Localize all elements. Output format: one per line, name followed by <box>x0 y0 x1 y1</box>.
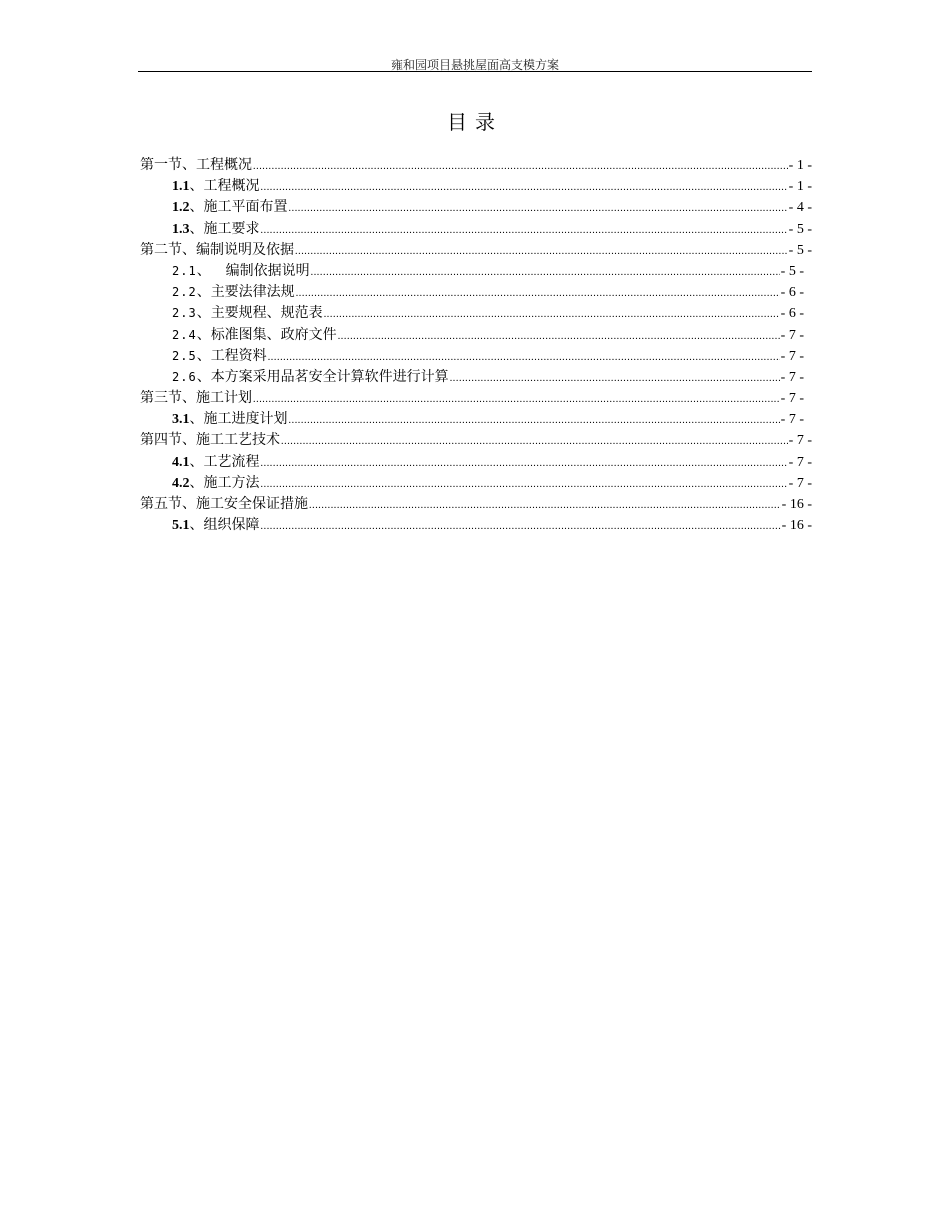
toc-entry-page-number: - 7 - <box>788 433 812 449</box>
toc-entry-separator: 、 <box>189 517 204 534</box>
toc-dot-leader <box>281 431 788 452</box>
toc-entry[interactable] <box>140 155 812 176</box>
toc-dot-leader <box>324 304 780 325</box>
toc-entry[interactable] <box>140 388 812 409</box>
toc-entry-title: 编制依据说明 <box>225 262 310 279</box>
toc-entry-separator: 、 <box>189 453 204 470</box>
toc-entry-title: 工艺流程 <box>203 453 260 470</box>
toc-entry[interactable] <box>140 325 812 346</box>
toc-entry-page-number: - 16 - <box>781 518 812 534</box>
toc-title: 目录 <box>447 110 503 134</box>
toc-entry-number: 2.5 <box>172 348 197 363</box>
toc-entry-page-number: - 7 - <box>788 454 812 470</box>
toc-dot-leader <box>268 347 780 368</box>
toc-entry-title: 主要规程、规范表 <box>210 305 323 322</box>
toc-entry-number: 3.1 <box>172 412 190 428</box>
toc-entry-title: 施工进度计划 <box>203 411 288 428</box>
toc-entry-number: 4.2 <box>172 475 190 491</box>
toc-dot-leader <box>261 220 788 241</box>
toc-entry-title: 组织保障 <box>203 517 260 534</box>
toc-entry-title: 施工方法 <box>203 474 260 491</box>
toc-entry[interactable] <box>140 303 812 324</box>
toc-entry-page-number: - 7 - <box>780 412 804 428</box>
toc-entry-number: 2.6 <box>172 369 197 384</box>
toc-dot-leader <box>253 156 788 177</box>
toc-entry[interactable] <box>140 240 812 261</box>
toc-entry[interactable] <box>140 219 812 240</box>
toc-entry-number: 2.3 <box>172 306 197 321</box>
toc-dot-leader <box>289 198 788 219</box>
toc-entry-separator: 、 <box>189 411 204 428</box>
toc-entry-page-number: - 7 - <box>780 327 804 343</box>
toc-entry-page-number: - 7 - <box>780 348 804 364</box>
toc-entry-page-number: - 7 - <box>780 391 804 407</box>
toc-dot-leader <box>261 516 781 537</box>
toc-dot-leader <box>295 241 788 262</box>
toc-entry-number: 2.2 <box>172 285 197 300</box>
toc-entry-title: 第四节、施工工艺技术 <box>140 432 280 449</box>
toc-entry-number: 4.1 <box>172 454 190 470</box>
toc-entry-separator: 、 <box>196 326 211 343</box>
running-header: 雍和园项目悬挑屋面高支模方案 <box>138 58 812 72</box>
toc-entry-title: 主要法律法规 <box>210 284 295 301</box>
toc-entry[interactable] <box>140 367 812 388</box>
toc-dot-leader <box>253 389 780 410</box>
toc-dot-leader <box>261 453 788 474</box>
toc-entry-separator: 、 <box>189 178 204 195</box>
toc-entry-page-number: - 7 - <box>780 369 804 385</box>
toc-dot-leader <box>296 283 780 304</box>
toc-entry-title: 本方案采用品茗安全计算软件进行计算 <box>210 368 449 385</box>
toc-entry[interactable] <box>140 197 812 218</box>
toc-entry-page-number: - 7 - <box>788 475 812 491</box>
toc-entry[interactable] <box>140 346 812 367</box>
toc-dot-leader <box>261 177 788 198</box>
toc-dot-leader <box>311 262 780 283</box>
toc-entry[interactable] <box>140 409 812 430</box>
toc-entry-number: 2.1 <box>172 263 197 278</box>
toc-entry-separator: 、 <box>196 262 211 279</box>
toc-entry-page-number: - 1 - <box>788 179 812 195</box>
toc-entry[interactable] <box>140 494 812 515</box>
toc-entry-page-number: - 5 - <box>780 263 804 279</box>
toc-entry[interactable] <box>140 515 812 536</box>
toc-entry[interactable] <box>140 473 812 494</box>
toc-entry-number: 1.2 <box>172 200 190 216</box>
toc-entry-separator: 、 <box>189 474 204 491</box>
toc-entry[interactable] <box>140 430 812 451</box>
toc-entry-title: 工程资料 <box>210 347 267 364</box>
toc-entry-title: 第三节、施工计划 <box>140 390 252 407</box>
toc-dot-leader <box>338 326 780 347</box>
toc-entry-separator: 、 <box>196 284 211 301</box>
toc-entry-number: 5.1 <box>172 518 190 534</box>
toc-entry[interactable] <box>140 452 812 473</box>
toc-entry-page-number: - 6 - <box>780 306 804 322</box>
toc-entry-page-number: - 4 - <box>788 200 812 216</box>
toc-entry[interactable] <box>140 261 812 282</box>
toc-entry-title: 施工要求 <box>203 220 260 237</box>
toc-entry-title: 第一节、工程概况 <box>140 157 252 173</box>
toc-entry[interactable] <box>140 282 812 303</box>
toc-entry-number: 1.1 <box>172 179 190 195</box>
table-of-contents <box>140 155 812 536</box>
toc-entry-separator: 、 <box>196 305 211 322</box>
toc-entry-page-number: - 1 - <box>788 158 812 173</box>
toc-entry-page-number: - 16 - <box>781 497 812 512</box>
toc-entry[interactable] <box>140 176 812 197</box>
toc-dot-leader <box>450 368 780 389</box>
toc-entry-number: 2.4 <box>172 327 197 342</box>
toc-dot-leader <box>289 410 780 431</box>
toc-entry-page-number: - 5 - <box>788 242 812 258</box>
toc-entry-separator: 、 <box>196 347 211 364</box>
toc-entry-separator: 、 <box>196 368 211 385</box>
toc-entry-page-number: - 5 - <box>788 221 812 237</box>
toc-entry-title: 第五节、施工安全保证措施 <box>140 496 308 512</box>
toc-entry-separator: 、 <box>189 220 204 237</box>
toc-entry-page-number: - 6 - <box>780 285 804 301</box>
toc-entry-title: 工程概况 <box>203 178 260 195</box>
toc-dot-leader <box>309 495 781 516</box>
toc-dot-leader <box>261 474 788 495</box>
toc-entry-number: 1.3 <box>172 221 190 237</box>
toc-entry-title: 标准图集、政府文件 <box>210 326 337 343</box>
toc-entry-title: 第二节、编制说明及依据 <box>140 241 294 258</box>
toc-entry-title: 施工平面布置 <box>203 199 288 216</box>
toc-entry-separator: 、 <box>189 199 204 216</box>
